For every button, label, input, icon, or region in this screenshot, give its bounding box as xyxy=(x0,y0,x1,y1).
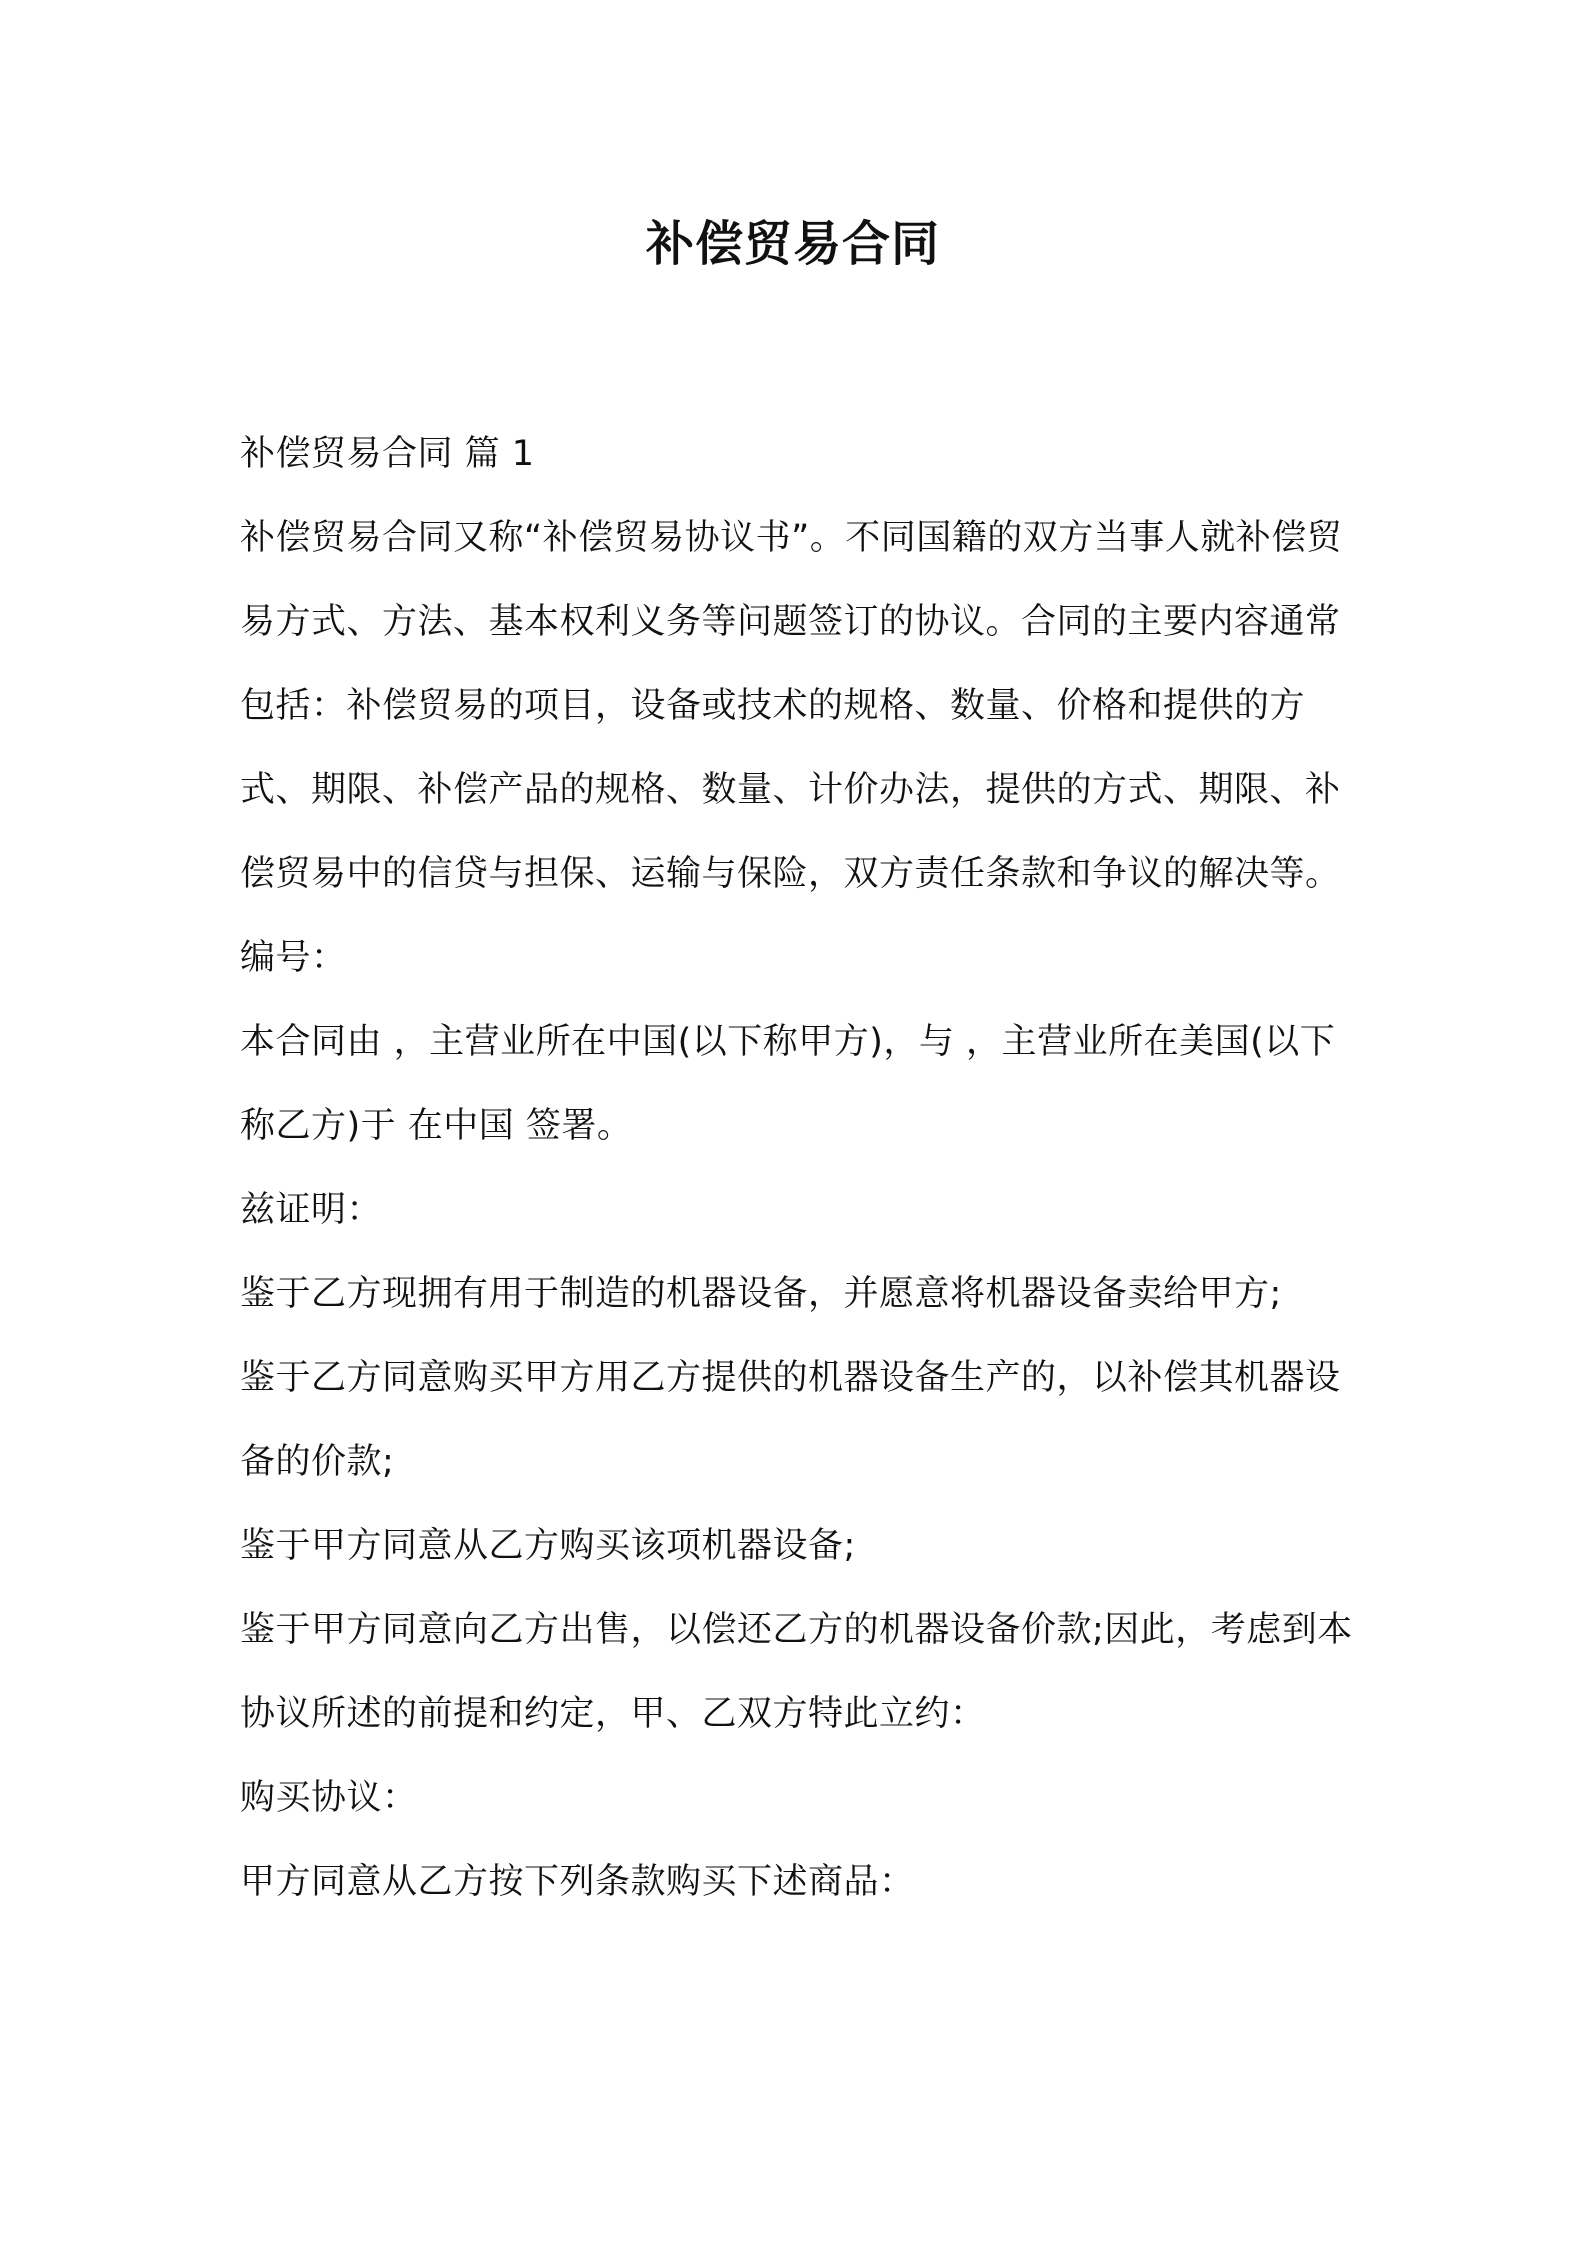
section-heading: 补偿贸易合同 篇 1 xyxy=(240,434,535,474)
document-title: 补偿贸易合同 xyxy=(645,216,940,272)
paragraph-parties: 本合同由 ，主营业所在中国(以下称甲方)，与 ，主营业所在美国(以下称乙方)于 在中国 签署。 xyxy=(240,1022,1336,1146)
paragraph-recital-1: 鉴于乙方现拥有用于制造的机器设备，并愿意将机器设备卖给甲方; xyxy=(240,1274,1282,1314)
document-body xyxy=(240,412,1360,1924)
paragraph-purchase-heading: 购买协议： xyxy=(240,1778,418,1818)
paragraph-witness: 兹证明： xyxy=(240,1190,383,1230)
paragraph-recital-3: 鉴于甲方同意从乙方购买该项机器设备; xyxy=(240,1526,856,1566)
paragraph-purchase-terms: 甲方同意从乙方按下列条款购买下述商品： xyxy=(240,1862,915,1902)
paragraph-recital-2: 鉴于乙方同意购买甲方用乙方提供的机器设备生产的，以补偿其机器设备的价款; xyxy=(240,1358,1341,1482)
paragraph-recital-4: 鉴于甲方同意向乙方出售，以偿还乙方的机器设备价款;因此，考虑到本协议所述的前提和约定，甲、乙双方特此立约： xyxy=(240,1610,1353,1734)
paragraph-number: 编号： xyxy=(240,938,347,978)
paragraph-intro: 补偿贸易合同又称“补偿贸易协议书”。不同国籍的双方当事人就补偿贸易方式、方法、基本权利义务等问题签订的协议。合同的主要内容通常包括：补偿贸易的项目，设备或技术的规格、数量、价格和提供的方式、期限、补偿产品的规格、数量、计价办法，提供的方式、期限、补偿贸易中的信贷与担保、运输与保险，双方责任条款和争议的解决等。 xyxy=(240,518,1343,894)
